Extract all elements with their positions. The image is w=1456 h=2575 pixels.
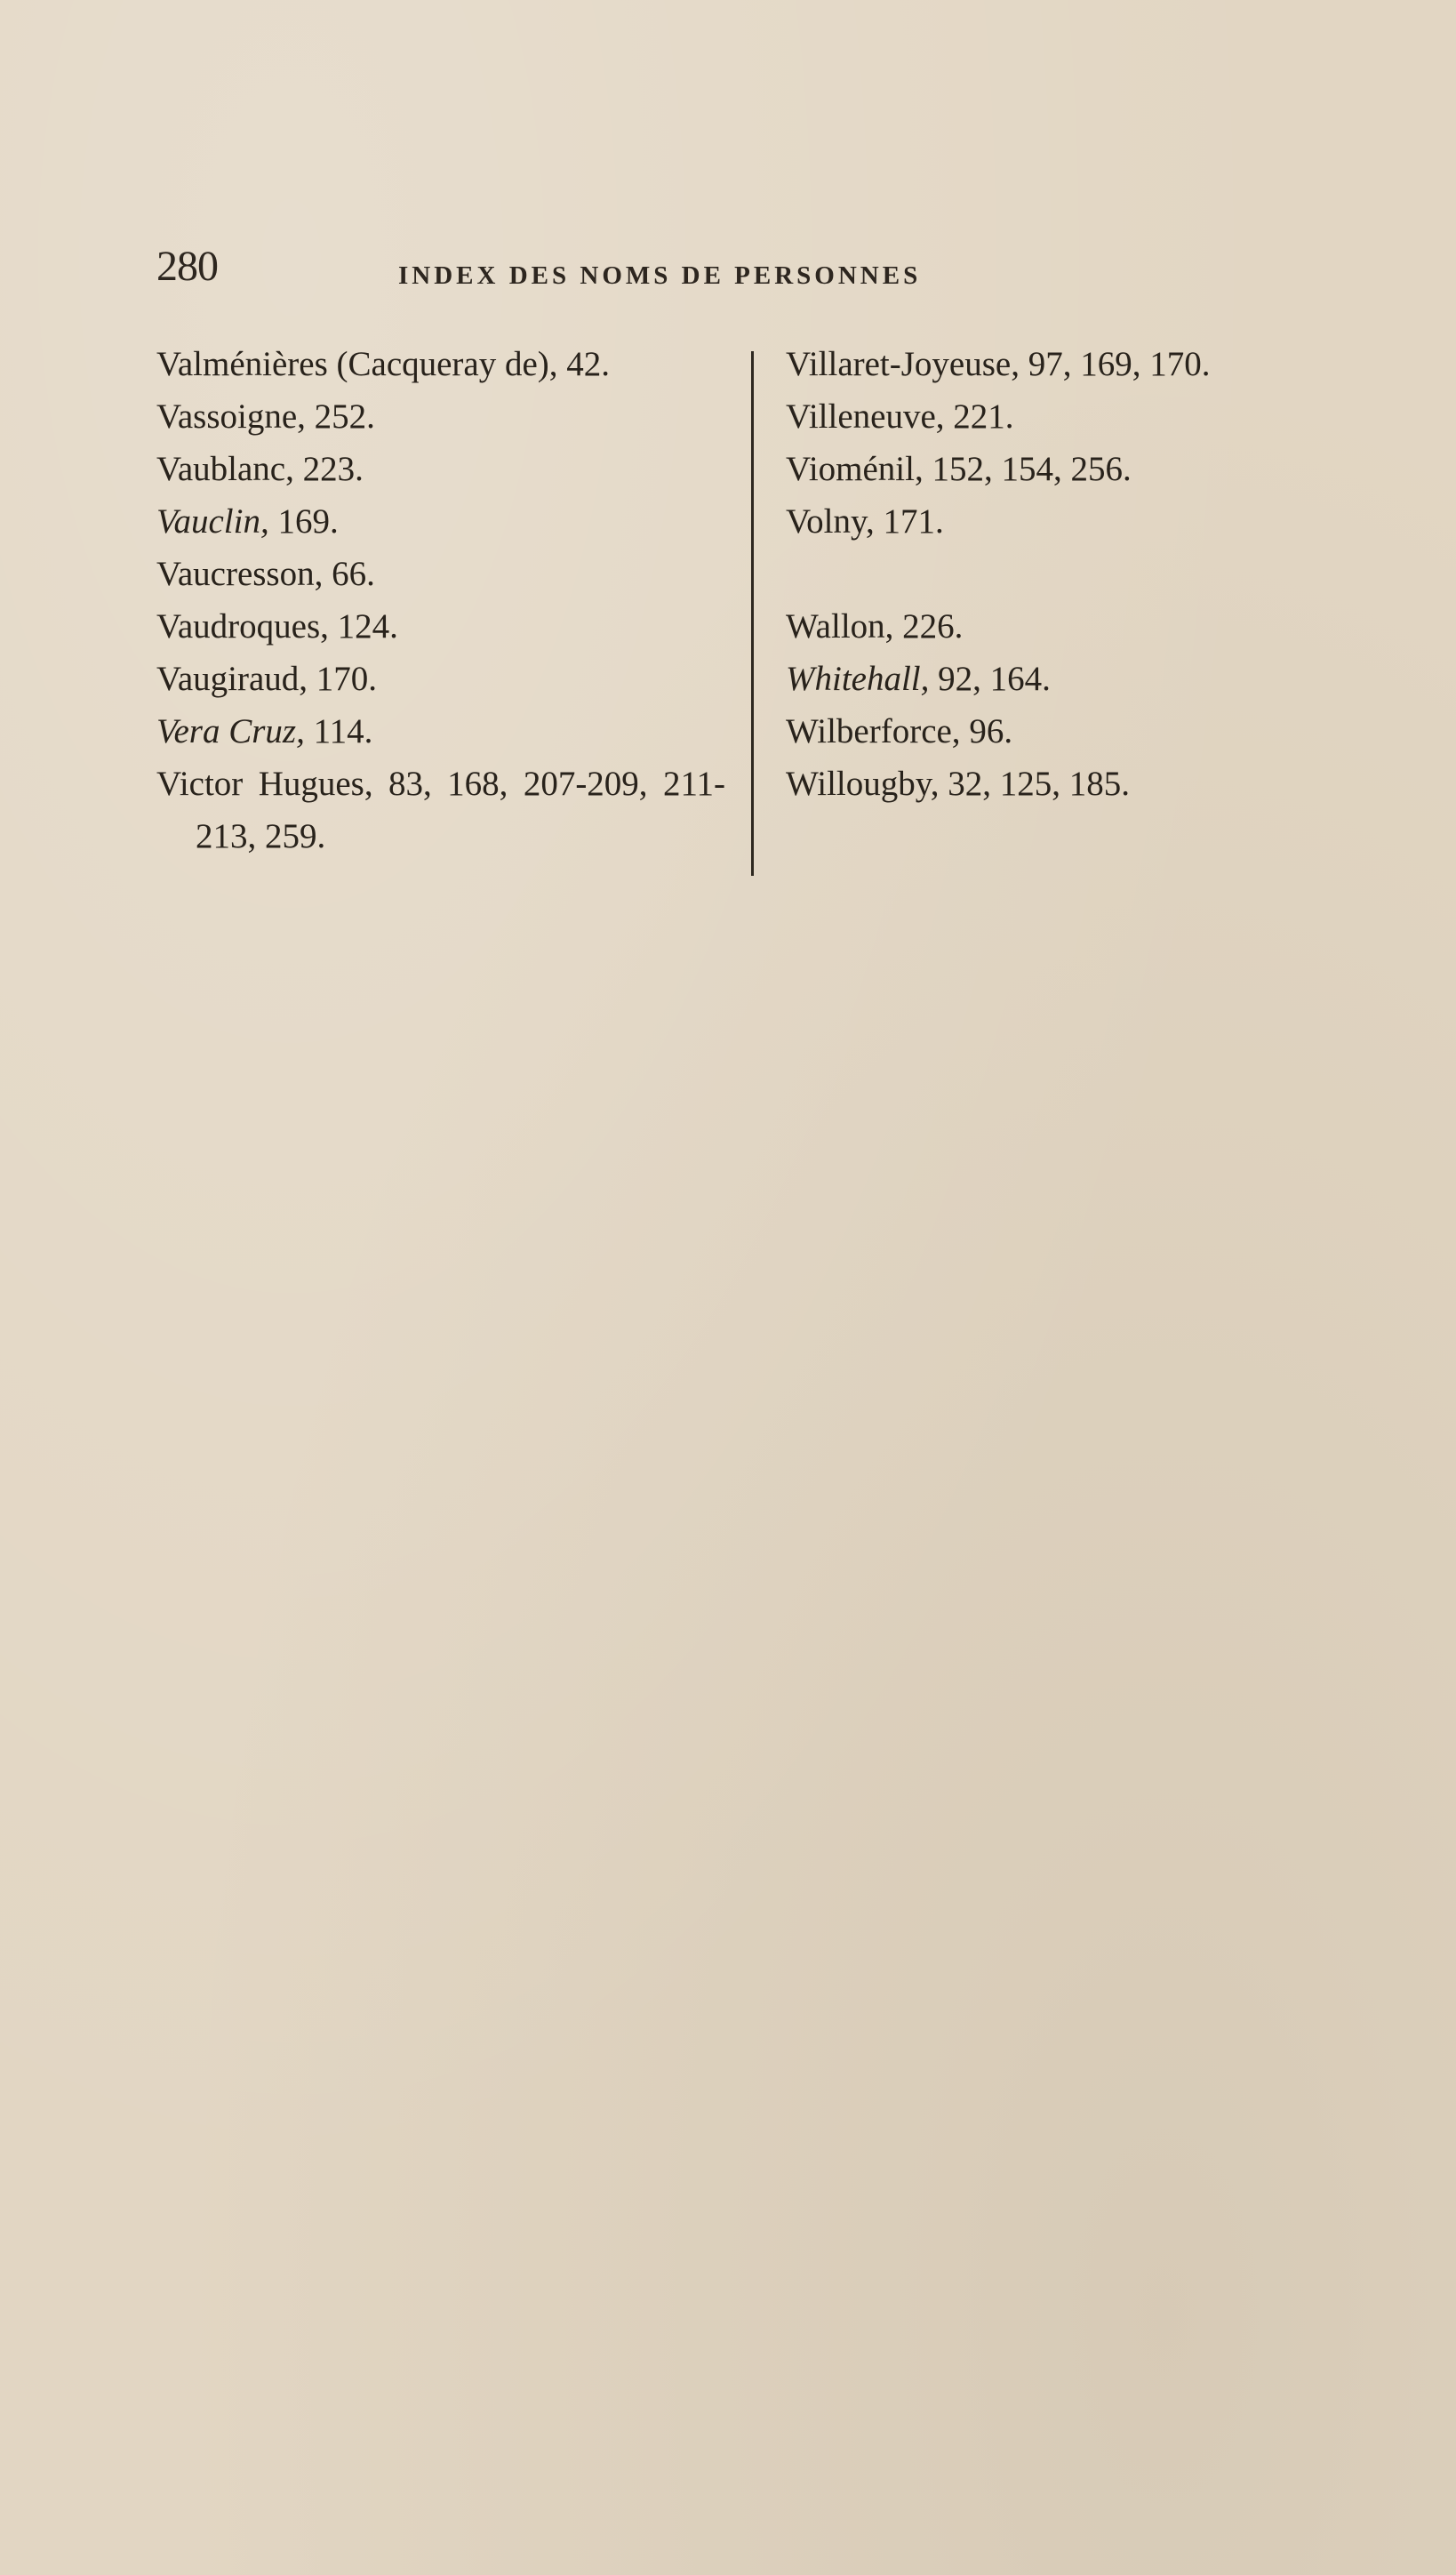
entry-pages: 114. [313,712,373,750]
entry-name: Vera Cruz, [156,712,305,750]
page-number: 280 [156,243,218,290]
index-entry [156,653,725,705]
index-entry [786,758,1284,810]
index-entry [786,653,1284,705]
running-title: INDEX DES NOMS DE PERSONNES [398,261,922,290]
entry-pages: 252. [314,397,375,436]
index-entry [156,495,725,548]
entry-pages: 171. [883,502,944,541]
index-entry [156,600,725,653]
entry-pages: 97, 169, 170. [1028,345,1211,383]
index-entry [156,443,725,495]
page-header [156,242,1116,304]
index-entry [156,390,725,443]
entry-pages: 226. [902,607,964,646]
entry-pages: 66. [332,555,375,593]
index-entry [786,600,1284,653]
index-entry [786,338,1284,390]
entry-pages: 223. [302,450,364,488]
letter-gap [786,548,1284,600]
column-divider [751,351,754,876]
index-column-right [786,338,1284,810]
index-entry [786,390,1284,443]
entry-pages: 124. [337,607,398,646]
index-column-left [156,338,725,862]
index-entry [786,705,1284,758]
entry-pages: 42. [566,345,611,383]
index-entry [156,758,725,862]
entry-name: Villaret-Joyeuse, [786,345,1020,383]
index-entry [786,495,1284,548]
entry-pages: 96. [969,712,1013,750]
entry-name: Vaudroques, [156,607,329,646]
entry-name: Victor Hugues, [156,765,373,803]
entry-pages: 170. [316,660,378,698]
entry-name: Wallon, [786,607,894,646]
entry-name: Vioménil, [786,450,924,488]
entry-pages: 169. [277,502,339,541]
entry-name: Whitehall, [786,660,930,698]
entry-pages: 32, 125, 185. [948,765,1130,803]
entry-name: Vauclin, [156,502,269,541]
index-entry [786,443,1284,495]
index-entry [156,548,725,600]
entry-name: Vaublanc, [156,450,294,488]
entry-pages: 221. [953,397,1014,436]
entry-name: Willougby, [786,765,940,803]
entry-name: Vassoigne, [156,397,306,436]
entry-name: Valménières (Cacqueray de), [156,345,558,383]
index-entry [156,705,725,758]
entry-name: Wilberforce, [786,712,961,750]
entry-pages: 83, 168, 207-209, 211-213, 259. [196,765,726,855]
entry-name: Volny, [786,502,875,541]
entry-name: Vaugiraud, [156,660,308,698]
entry-pages: 92, 164. [938,660,1051,698]
entry-name: Villeneuve, [786,397,945,436]
entry-name: Vaucresson, [156,555,324,593]
index-entry [156,338,725,390]
entry-pages: 152, 154, 256. [932,450,1132,488]
